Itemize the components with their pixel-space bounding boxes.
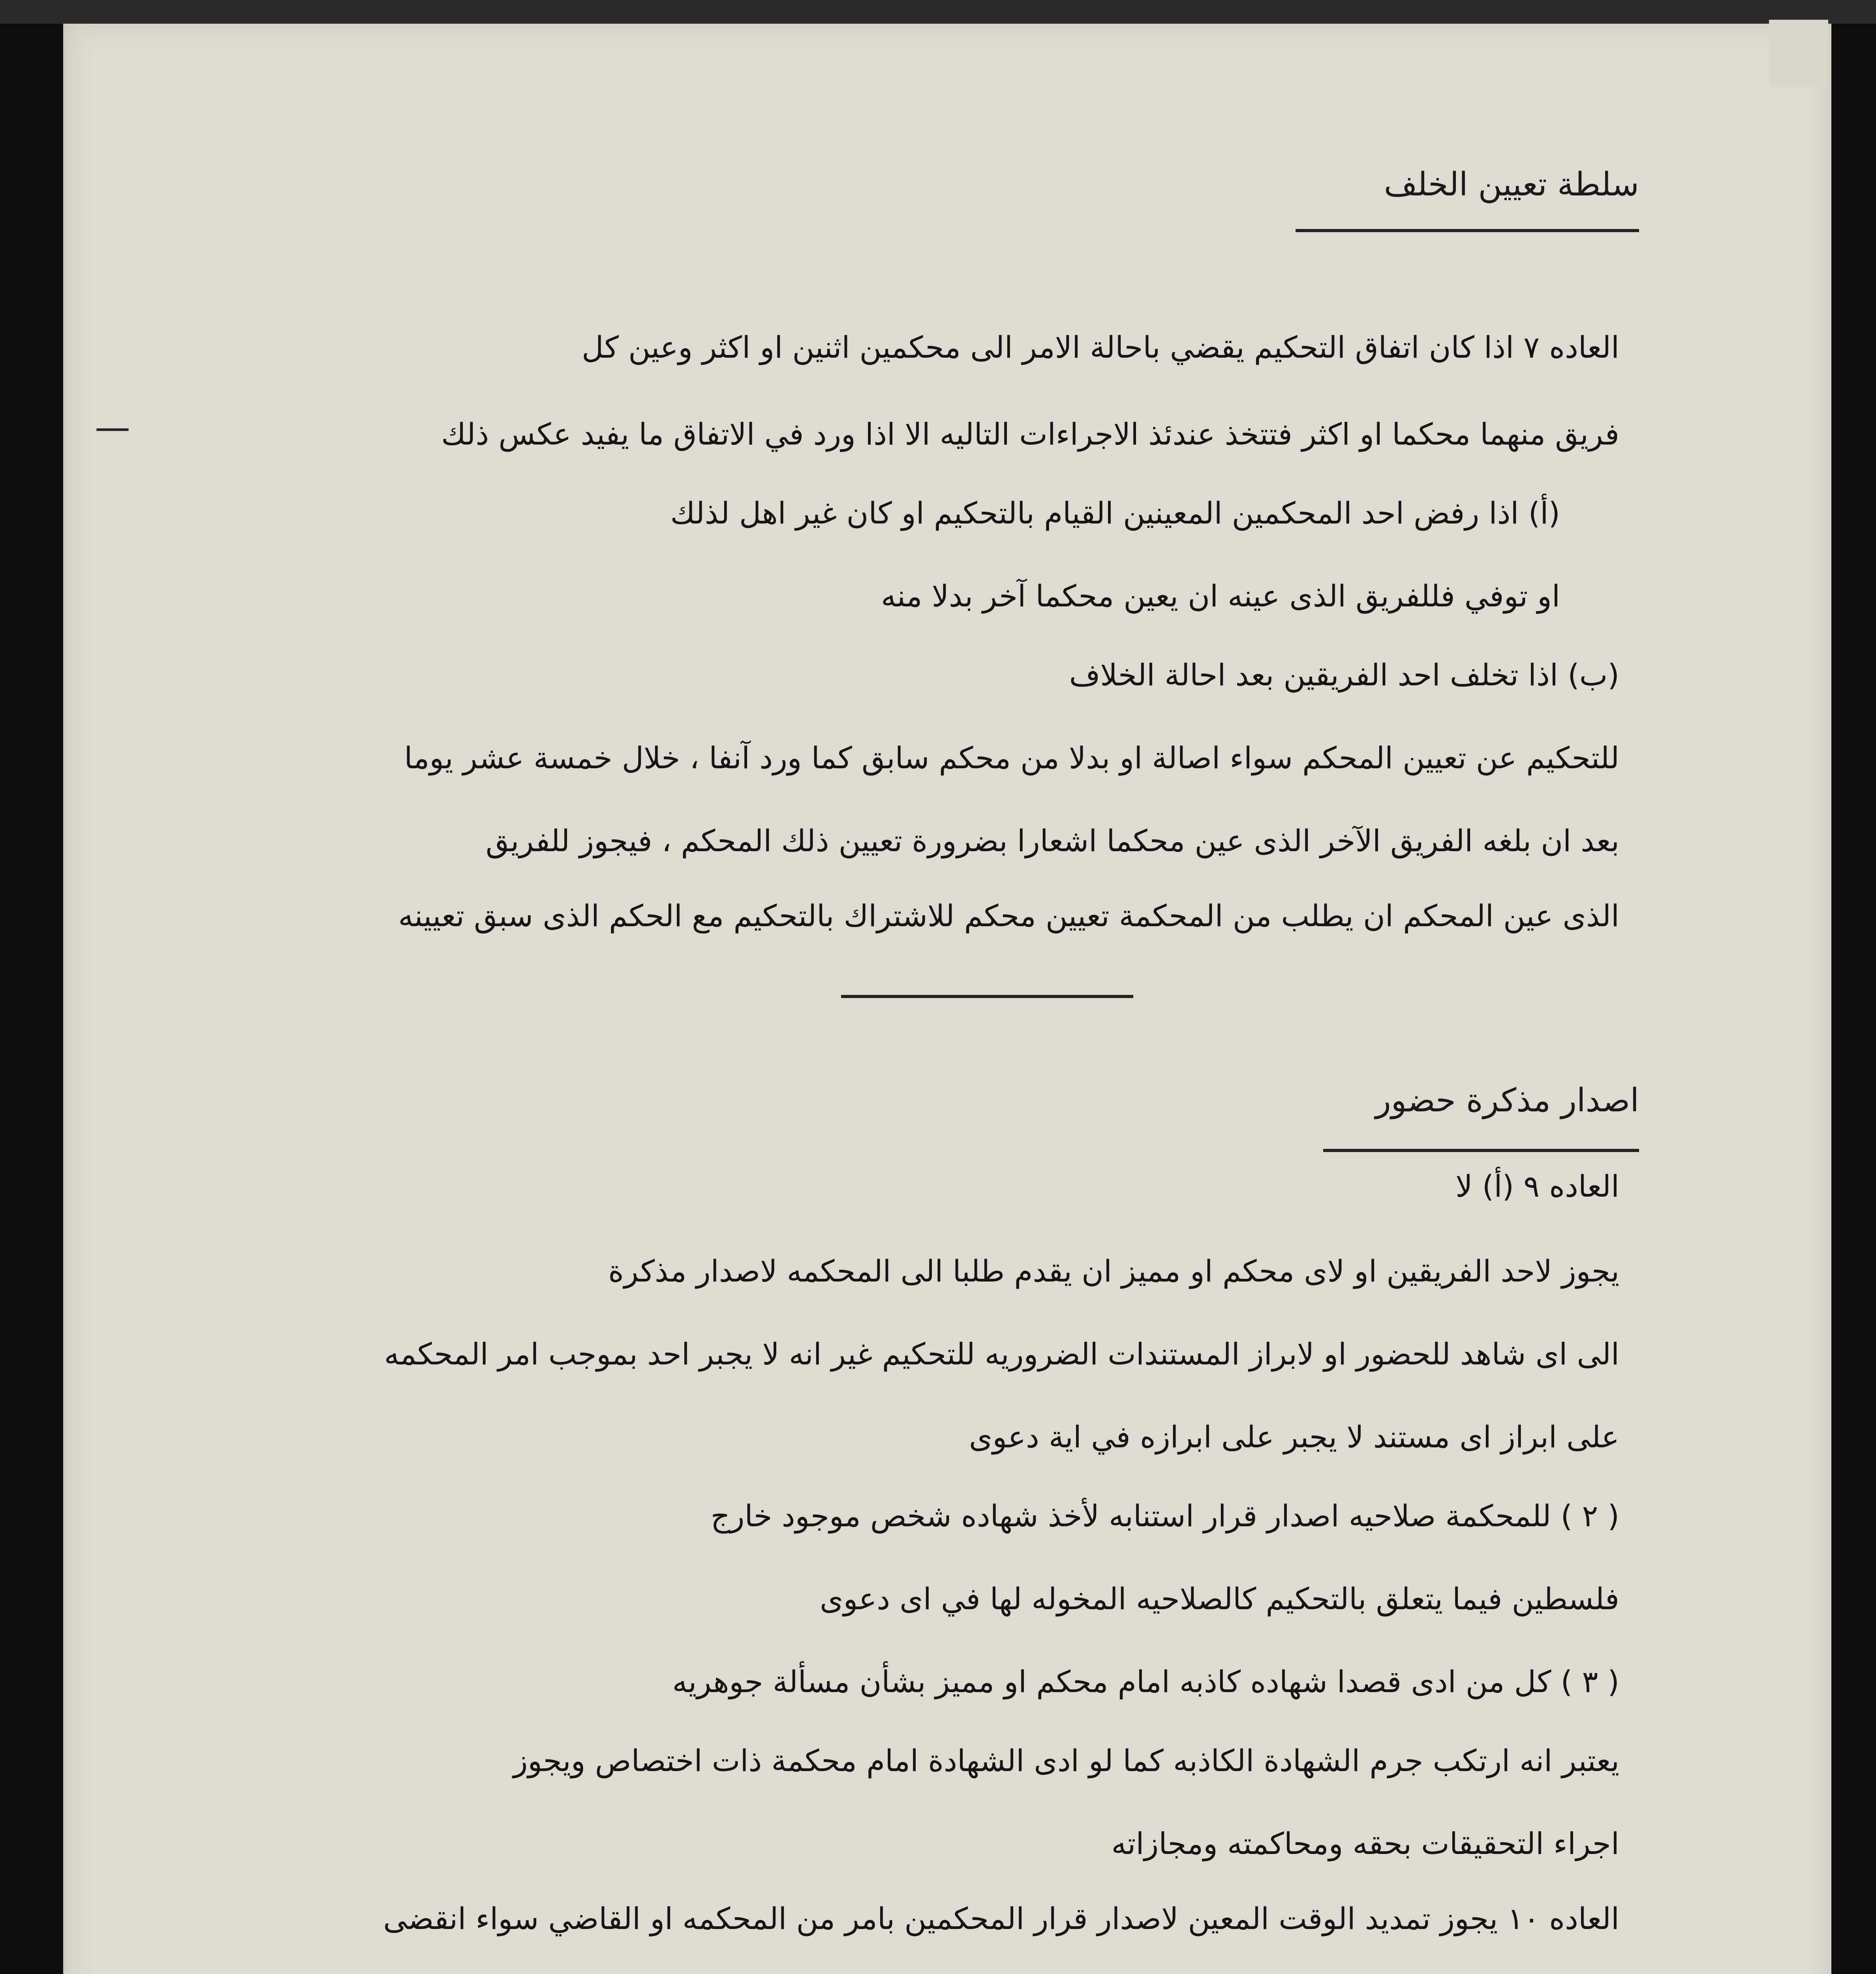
- text-line: يعتبر انه ارتكب جرم الشهادة الكاذبه كما لو ادى الشهادة امام محكمة ذات اختصاص ويجوز: [513, 1743, 1619, 1778]
- text-line: يجوز لاحد الفريقين او لاى محكم او مميز ان يقدم طلبا الى المحكمه لاصدار مذكرة: [608, 1253, 1619, 1289]
- top-dark-strip: [0, 0, 1876, 24]
- line-dash: —: [95, 407, 130, 448]
- page-corner-tab: [1769, 20, 1828, 87]
- text-line: فريق منهما محكما او اكثر فتتخذ عندئذ الاجراءات التاليه الا اذا ورد في الاتفاق ما يفيد عكس ذلك: [441, 417, 1619, 452]
- text-line: فلسطين فيما يتعلق بالتحكيم كالصلاحيه المخوله لها في اى دعوى: [820, 1581, 1619, 1616]
- text-line: (أ) اذا رفض احد المحكمين المعينين القيام بالتحكيم او كان غير اهل لذلك: [670, 495, 1560, 531]
- section-heading-1: سلطة تعيين الخلف: [1384, 166, 1639, 203]
- section-divider: [841, 995, 1133, 998]
- heading-underline-1: [1296, 229, 1639, 232]
- text-line: او توفي فللفريق الذى عينه ان يعين محكما آخر بدلا منه: [881, 578, 1560, 614]
- text-line: للتحكيم عن تعيين المحكم سواء اصالة او بدلا من محكم سابق كما ورد آنفا ، خلال خمسة عشر يوما: [404, 740, 1619, 775]
- text-line: ( ٣ ) كل من ادى قصدا شهاده كاذبه امام محكم او مميز بشأن مسألة جوهريه: [672, 1664, 1619, 1699]
- heading-underline-2: [1323, 1149, 1639, 1152]
- text-line: (ب) اذا تخلف احد الفريقين بعد احالة الخلاف: [1069, 657, 1619, 692]
- section-heading-2: اصدار مذكرة حضور: [1375, 1082, 1639, 1119]
- text-line: العاده ١٠ يجوز تمديد الوقت المعين لاصدار قرار المحكمين بامر من المحكمه او القاضي سواء انقضى: [383, 1901, 1619, 1936]
- text-line: ( ٢ ) للمحكمة صلاحيه اصدار قرار استنابه لأخذ شهاده شخص موجود خارج: [710, 1498, 1619, 1533]
- text-line: العاده ٧ اذا كان اتفاق التحكيم يقضي باحالة الامر الى محكمين اثنين او اكثر وعين كل: [582, 330, 1619, 365]
- text-line: بعد ان بلغه الفريق الآخر الذى عين محكما اشعارا بضرورة تعيين ذلك المحكم ، فيجوز للفريق: [485, 823, 1619, 858]
- text-line: على ابراز اى مستند لا يجبر على ابرازه في اية دعوى: [969, 1419, 1619, 1454]
- text-line: الى اى شاهد للحضور او لابراز المستندات الضروريه للتحكيم غير انه لا يجبر احد بموجب امر المحكمه: [384, 1336, 1619, 1372]
- text-line: الذى عين المحكم ان يطلب من المحكمة تعيين محكم للاشتراك بالتحكيم مع الحكم الذى سبق تعيينه: [398, 898, 1619, 933]
- text-line: اجراء التحقيقات بحقه ومحاكمته ومجازاته: [1111, 1826, 1619, 1861]
- article-9-marker: العاده ٩ (أ) لا: [1455, 1169, 1619, 1204]
